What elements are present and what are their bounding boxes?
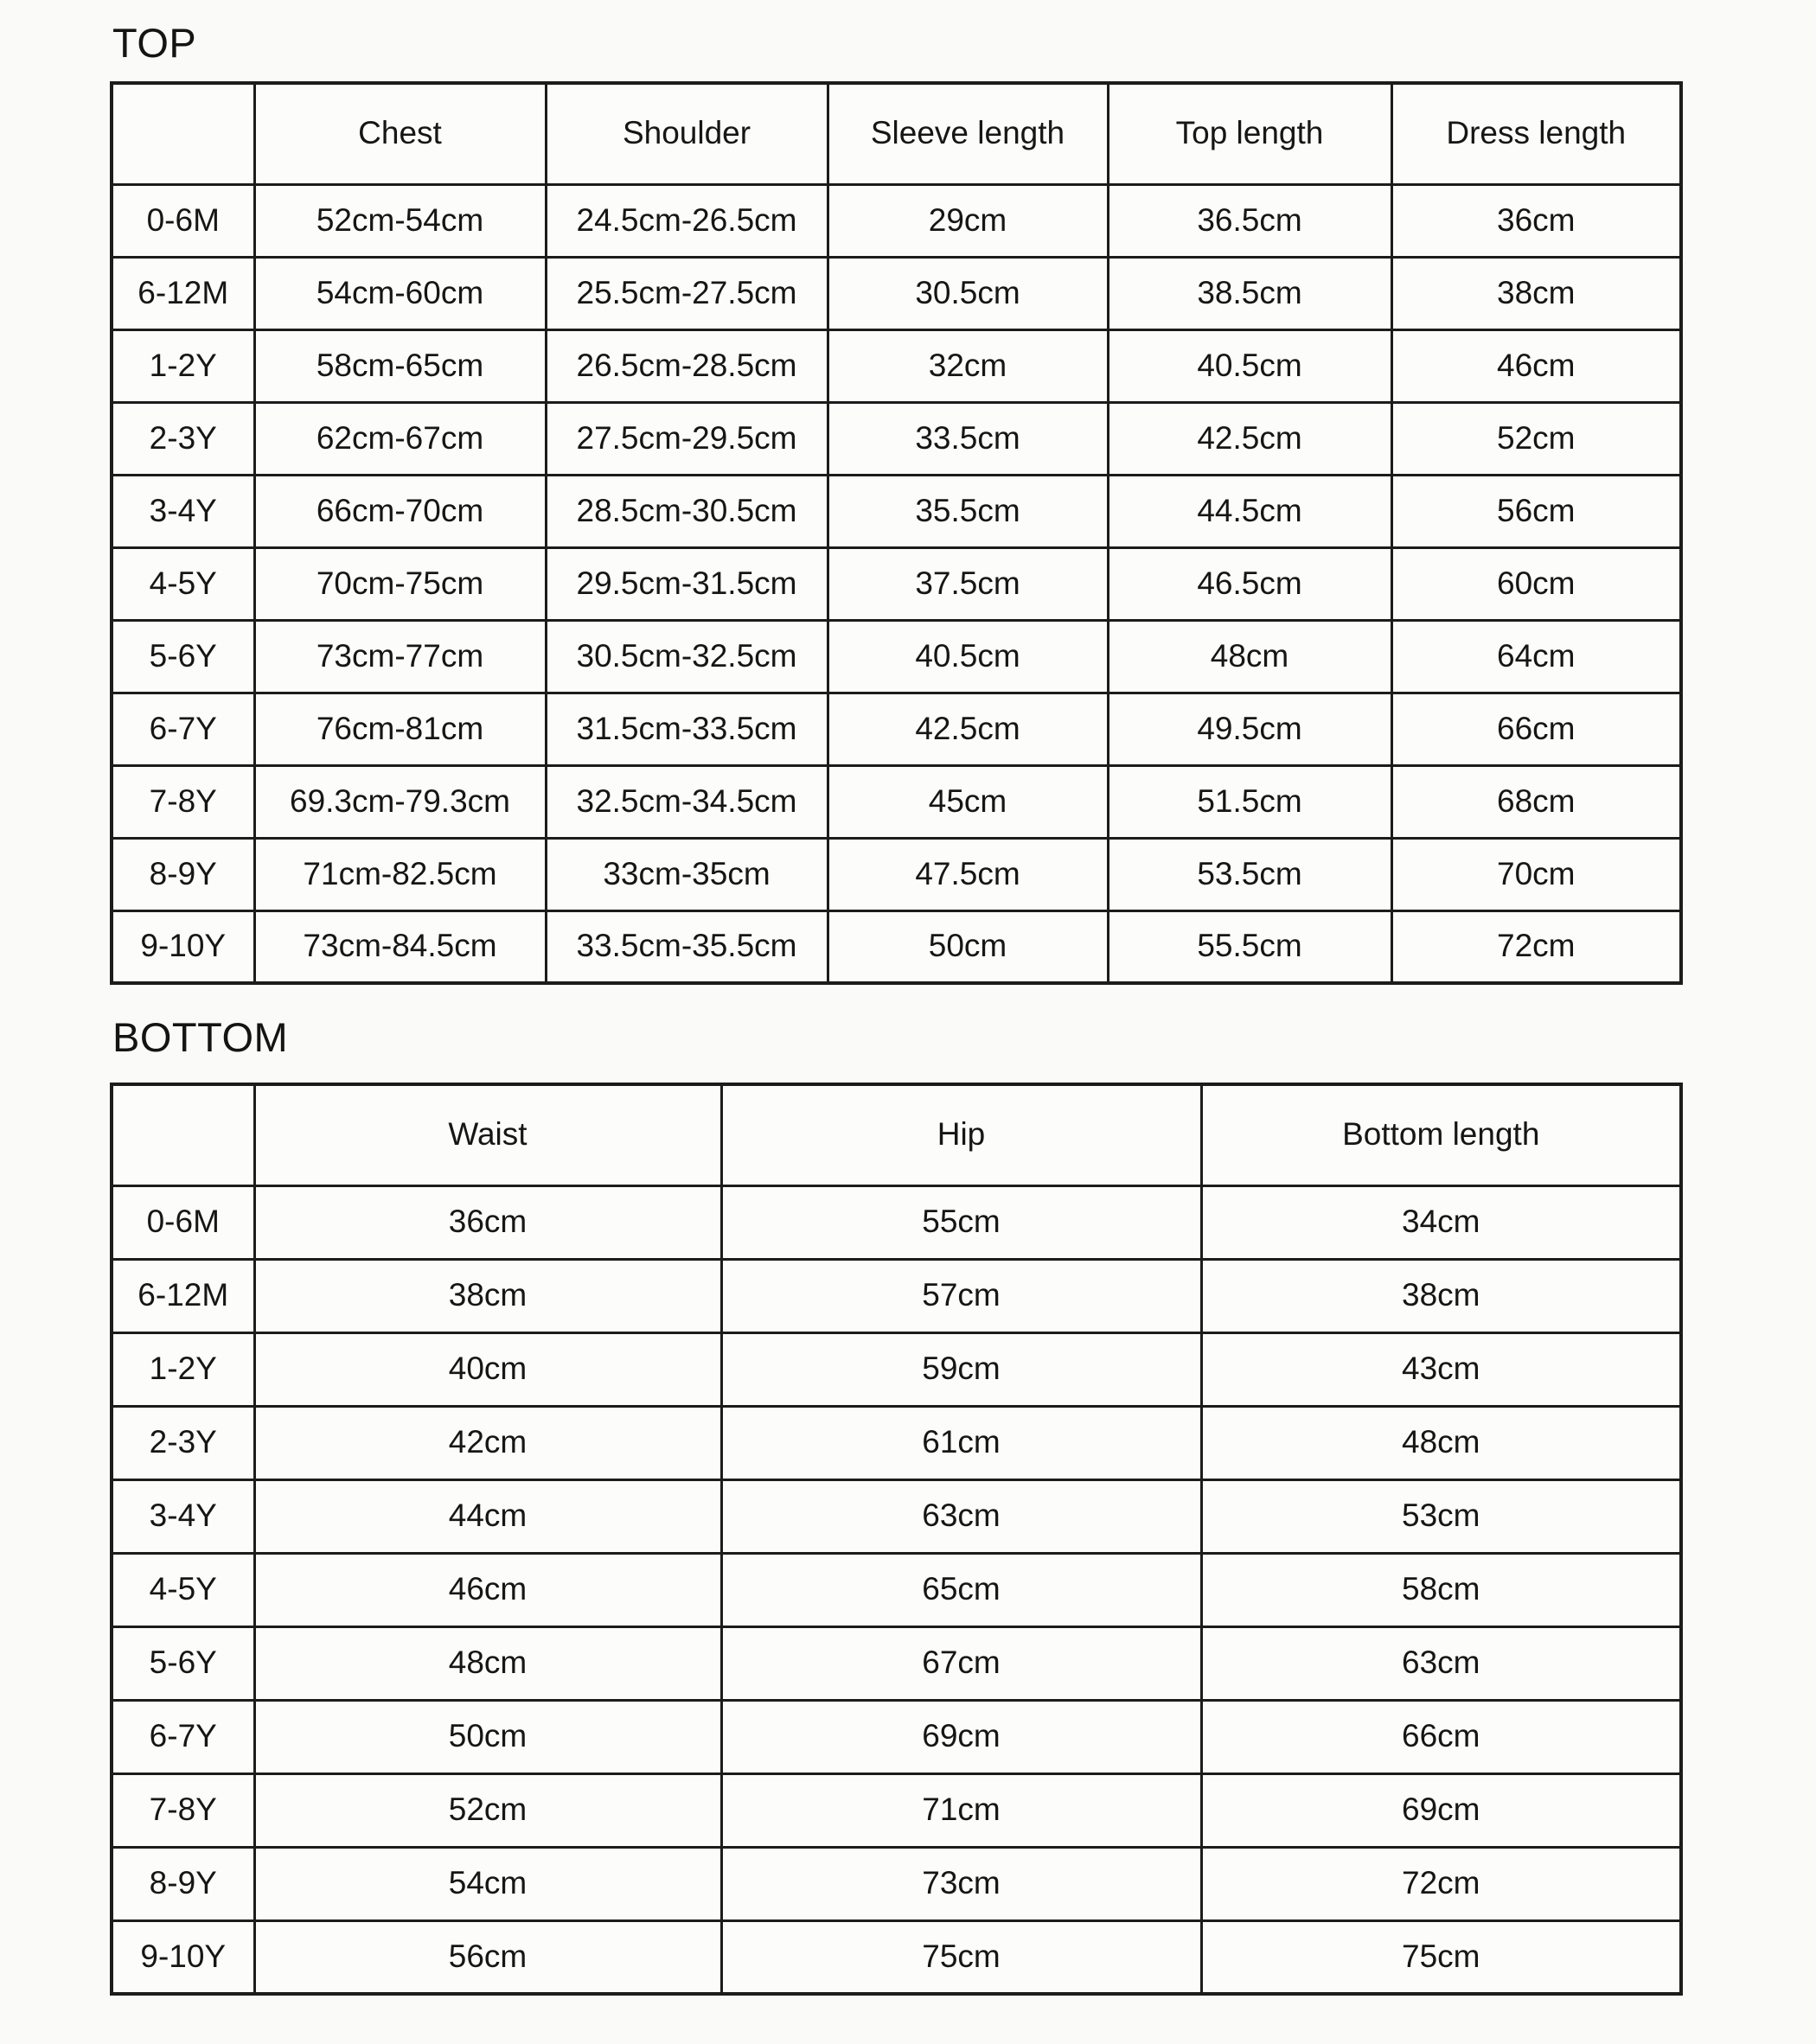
measurement-cell: 46cm — [1391, 329, 1681, 402]
column-header: Hip — [721, 1084, 1201, 1185]
measurement-cell: 58cm-65cm — [254, 329, 546, 402]
measurement-cell: 34cm — [1201, 1185, 1681, 1259]
measurement-cell: 40.5cm — [828, 620, 1108, 693]
table-row — [112, 1847, 1681, 1920]
table-header-row — [112, 83, 1681, 184]
measurement-cell: 29cm — [828, 184, 1108, 257]
size-row-label: 6-12M — [112, 257, 254, 329]
measurement-cell: 38cm — [1201, 1259, 1681, 1332]
table-row — [112, 1332, 1681, 1406]
measurement-cell: 75cm — [1201, 1920, 1681, 1994]
table-row — [112, 620, 1681, 693]
size-column-header — [112, 1084, 254, 1185]
measurement-cell: 46cm — [254, 1553, 721, 1626]
measurement-cell: 51.5cm — [1108, 765, 1391, 838]
measurement-cell: 28.5cm-30.5cm — [546, 475, 828, 547]
bottom-section-title: BOTTOM — [112, 1014, 289, 1060]
measurement-cell: 72cm — [1201, 1847, 1681, 1920]
measurement-cell: 66cm — [1391, 693, 1681, 765]
measurement-cell: 60cm — [1391, 547, 1681, 620]
size-row-label: 9-10Y — [112, 1920, 254, 1994]
measurement-cell: 27.5cm-29.5cm — [546, 402, 828, 475]
measurement-cell: 33.5cm-35.5cm — [546, 910, 828, 983]
measurement-cell: 40cm — [254, 1332, 721, 1406]
measurement-cell: 72cm — [1391, 910, 1681, 983]
measurement-cell: 67cm — [721, 1626, 1201, 1700]
size-row-label: 1-2Y — [112, 1332, 254, 1406]
measurement-cell: 64cm — [1391, 620, 1681, 693]
measurement-cell: 36.5cm — [1108, 184, 1391, 257]
size-row-label: 8-9Y — [112, 1847, 254, 1920]
measurement-cell: 52cm — [1391, 402, 1681, 475]
top-table-header — [112, 83, 1681, 184]
size-column-header — [112, 83, 254, 184]
measurement-cell: 73cm-84.5cm — [254, 910, 546, 983]
size-row-label: 3-4Y — [112, 475, 254, 547]
measurement-cell: 33.5cm — [828, 402, 1108, 475]
measurement-cell: 73cm — [721, 1847, 1201, 1920]
column-header: Waist — [254, 1084, 721, 1185]
measurement-cell: 38.5cm — [1108, 257, 1391, 329]
column-header: Top length — [1108, 83, 1391, 184]
measurement-cell: 76cm-81cm — [254, 693, 546, 765]
measurement-cell: 38cm — [1391, 257, 1681, 329]
measurement-cell: 53cm — [1201, 1479, 1681, 1553]
table-row — [112, 1626, 1681, 1700]
measurement-cell: 56cm — [254, 1920, 721, 1994]
measurement-cell: 47.5cm — [828, 838, 1108, 910]
size-row-label: 7-8Y — [112, 765, 254, 838]
table-row — [112, 910, 1681, 983]
top-section-title: TOP — [112, 20, 197, 66]
measurement-cell: 42.5cm — [828, 693, 1108, 765]
measurement-cell: 46.5cm — [1108, 547, 1391, 620]
measurement-cell: 49.5cm — [1108, 693, 1391, 765]
measurement-cell: 66cm — [1201, 1700, 1681, 1773]
table-row — [112, 765, 1681, 838]
top-size-table — [110, 81, 1683, 985]
column-header: Bottom length — [1201, 1084, 1681, 1185]
measurement-cell: 69.3cm-79.3cm — [254, 765, 546, 838]
measurement-cell: 70cm — [1391, 838, 1681, 910]
measurement-cell: 73cm-77cm — [254, 620, 546, 693]
measurement-cell: 57cm — [721, 1259, 1201, 1332]
measurement-cell: 65cm — [721, 1553, 1201, 1626]
measurement-cell: 56cm — [1391, 475, 1681, 547]
table-header-row — [112, 1084, 1681, 1185]
table-row — [112, 1479, 1681, 1553]
size-row-label: 4-5Y — [112, 547, 254, 620]
measurement-cell: 44.5cm — [1108, 475, 1391, 547]
table-row — [112, 402, 1681, 475]
size-row-label: 1-2Y — [112, 329, 254, 402]
table-row — [112, 257, 1681, 329]
table-row — [112, 1406, 1681, 1479]
table-row — [112, 1920, 1681, 1994]
measurement-cell: 58cm — [1201, 1553, 1681, 1626]
measurement-cell: 24.5cm-26.5cm — [546, 184, 828, 257]
measurement-cell: 52cm-54cm — [254, 184, 546, 257]
measurement-cell: 48cm — [1201, 1406, 1681, 1479]
measurement-cell: 29.5cm-31.5cm — [546, 547, 828, 620]
measurement-cell: 62cm-67cm — [254, 402, 546, 475]
size-row-label: 5-6Y — [112, 1626, 254, 1700]
table-row — [112, 475, 1681, 547]
measurement-cell: 36cm — [254, 1185, 721, 1259]
size-row-label: 3-4Y — [112, 1479, 254, 1553]
measurement-cell: 32cm — [828, 329, 1108, 402]
measurement-cell: 71cm — [721, 1773, 1201, 1847]
measurement-cell: 63cm — [1201, 1626, 1681, 1700]
size-row-label: 7-8Y — [112, 1773, 254, 1847]
table-row — [112, 547, 1681, 620]
column-header: Sleeve length — [828, 83, 1108, 184]
measurement-cell: 44cm — [254, 1479, 721, 1553]
bottom-size-table — [110, 1083, 1683, 1996]
measurement-cell: 25.5cm-27.5cm — [546, 257, 828, 329]
measurement-cell: 38cm — [254, 1259, 721, 1332]
table-row — [112, 838, 1681, 910]
measurement-cell: 70cm-75cm — [254, 547, 546, 620]
measurement-cell: 37.5cm — [828, 547, 1108, 620]
size-row-label: 6-7Y — [112, 1700, 254, 1773]
column-header: Chest — [254, 83, 546, 184]
measurement-cell: 43cm — [1201, 1332, 1681, 1406]
measurement-cell: 55.5cm — [1108, 910, 1391, 983]
size-row-label: 9-10Y — [112, 910, 254, 983]
measurement-cell: 36cm — [1391, 184, 1681, 257]
measurement-cell: 53.5cm — [1108, 838, 1391, 910]
measurement-cell: 55cm — [721, 1185, 1201, 1259]
measurement-cell: 33cm-35cm — [546, 838, 828, 910]
top-table-body — [112, 184, 1681, 983]
measurement-cell: 42cm — [254, 1406, 721, 1479]
measurement-cell: 42.5cm — [1108, 402, 1391, 475]
measurement-cell: 50cm — [828, 910, 1108, 983]
size-row-label: 0-6M — [112, 1185, 254, 1259]
measurement-cell: 59cm — [721, 1332, 1201, 1406]
measurement-cell: 50cm — [254, 1700, 721, 1773]
measurement-cell: 54cm — [254, 1847, 721, 1920]
table-row — [112, 1700, 1681, 1773]
measurement-cell: 32.5cm-34.5cm — [546, 765, 828, 838]
size-row-label: 6-7Y — [112, 693, 254, 765]
measurement-cell: 54cm-60cm — [254, 257, 546, 329]
measurement-cell: 40.5cm — [1108, 329, 1391, 402]
table-row — [112, 693, 1681, 765]
table-row — [112, 1553, 1681, 1626]
size-row-label: 4-5Y — [112, 1553, 254, 1626]
measurement-cell: 69cm — [1201, 1773, 1681, 1847]
measurement-cell: 52cm — [254, 1773, 721, 1847]
measurement-cell: 63cm — [721, 1479, 1201, 1553]
measurement-cell: 71cm-82.5cm — [254, 838, 546, 910]
table-row — [112, 1185, 1681, 1259]
table-row — [112, 329, 1681, 402]
size-row-label: 2-3Y — [112, 402, 254, 475]
table-row — [112, 1773, 1681, 1847]
measurement-cell: 30.5cm-32.5cm — [546, 620, 828, 693]
size-row-label: 8-9Y — [112, 838, 254, 910]
size-row-label: 6-12M — [112, 1259, 254, 1332]
measurement-cell: 66cm-70cm — [254, 475, 546, 547]
measurement-cell: 35.5cm — [828, 475, 1108, 547]
column-header: Dress length — [1391, 83, 1681, 184]
column-header: Shoulder — [546, 83, 828, 184]
measurement-cell: 45cm — [828, 765, 1108, 838]
size-row-label: 5-6Y — [112, 620, 254, 693]
measurement-cell: 48cm — [254, 1626, 721, 1700]
size-row-label: 2-3Y — [112, 1406, 254, 1479]
measurement-cell: 68cm — [1391, 765, 1681, 838]
measurement-cell: 75cm — [721, 1920, 1201, 1994]
bottom-table-header — [112, 1084, 1681, 1185]
measurement-cell: 69cm — [721, 1700, 1201, 1773]
bottom-table-body — [112, 1185, 1681, 1994]
size-row-label: 0-6M — [112, 184, 254, 257]
measurement-cell: 48cm — [1108, 620, 1391, 693]
measurement-cell: 26.5cm-28.5cm — [546, 329, 828, 402]
table-row — [112, 184, 1681, 257]
measurement-cell: 30.5cm — [828, 257, 1108, 329]
measurement-cell: 61cm — [721, 1406, 1201, 1479]
table-row — [112, 1259, 1681, 1332]
measurement-cell: 31.5cm-33.5cm — [546, 693, 828, 765]
